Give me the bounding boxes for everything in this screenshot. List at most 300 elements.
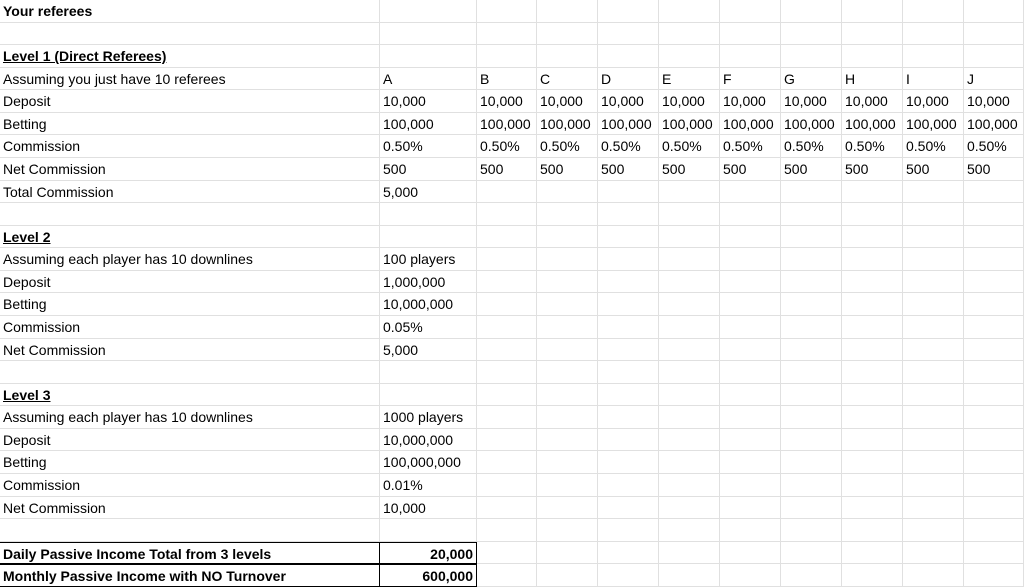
empty-cell[interactable] — [964, 564, 1024, 587]
empty-cell[interactable] — [964, 293, 1024, 316]
empty-cell[interactable] — [720, 181, 781, 204]
referee-column-header[interactable]: I — [903, 68, 964, 91]
level3-data-row — [0, 474, 1024, 497]
empty-cell[interactable] — [659, 181, 720, 204]
empty-cell[interactable] — [659, 384, 720, 407]
empty-cell[interactable] — [598, 406, 659, 429]
referee-column-header[interactable]: D — [598, 68, 659, 91]
level2-data-row — [0, 271, 1024, 294]
empty-cell[interactable] — [477, 406, 537, 429]
empty-cell[interactable] — [380, 384, 477, 407]
empty-cell[interactable] — [842, 23, 903, 46]
empty-cell[interactable] — [659, 361, 720, 384]
level1-value-cell[interactable]: 100,000 — [781, 113, 842, 136]
empty-cell[interactable] — [659, 0, 720, 23]
empty-cell[interactable] — [720, 564, 781, 587]
level3-row-label[interactable]: Net Commission — [0, 497, 380, 520]
level3-value-cell[interactable]: 10,000 — [380, 497, 477, 520]
empty-cell[interactable] — [537, 248, 598, 271]
empty-cell[interactable] — [659, 23, 720, 46]
empty-cell[interactable] — [781, 45, 842, 68]
empty-cell[interactable] — [477, 271, 537, 294]
level1-row-label[interactable]: Commission — [0, 135, 380, 158]
empty-cell[interactable] — [964, 181, 1024, 204]
level1-value-cell[interactable]: 100,000 — [720, 113, 781, 136]
empty-cell[interactable] — [720, 203, 781, 226]
empty-cell[interactable] — [903, 564, 964, 587]
empty-cell[interactable] — [781, 248, 842, 271]
empty-cell[interactable] — [537, 451, 598, 474]
empty-cell[interactable] — [903, 361, 964, 384]
empty-cell[interactable] — [781, 339, 842, 362]
empty-cell[interactable] — [842, 361, 903, 384]
empty-cell[interactable] — [537, 384, 598, 407]
empty-cell[interactable] — [598, 497, 659, 520]
empty-cell[interactable] — [598, 0, 659, 23]
empty-cell[interactable] — [477, 361, 537, 384]
empty-cell[interactable] — [477, 474, 537, 497]
empty-cell[interactable] — [477, 248, 537, 271]
empty-cell[interactable] — [720, 519, 781, 542]
level1-value-cell[interactable]: 10,000 — [537, 90, 598, 113]
level3-value-cell[interactable]: 100,000,000 — [380, 451, 477, 474]
empty-cell[interactable] — [842, 0, 903, 23]
level2-row-label[interactable]: Betting — [0, 293, 380, 316]
empty-cell[interactable] — [477, 293, 537, 316]
empty-cell[interactable] — [537, 564, 598, 587]
level1-value-cell[interactable]: 0.50% — [659, 135, 720, 158]
level2-heading[interactable]: Level 2 — [0, 226, 380, 249]
empty-cell[interactable] — [903, 339, 964, 362]
empty-cell[interactable] — [842, 271, 903, 294]
empty-cell[interactable] — [781, 316, 842, 339]
empty-cell[interactable] — [964, 316, 1024, 339]
empty-cell[interactable] — [598, 271, 659, 294]
level1-value-cell[interactable]: 0.50% — [537, 135, 598, 158]
level1-data-row — [0, 158, 1024, 181]
empty-cell[interactable] — [842, 181, 903, 204]
title-row — [0, 0, 1024, 23]
empty-cell[interactable] — [537, 497, 598, 520]
empty-cell[interactable] — [720, 316, 781, 339]
empty-cell[interactable] — [842, 429, 903, 452]
level1-value-cell[interactable]: 0.50% — [477, 135, 537, 158]
empty-cell[interactable] — [380, 0, 477, 23]
level3-heading[interactable]: Level 3 — [0, 384, 380, 407]
empty-cell[interactable] — [903, 451, 964, 474]
empty-cell[interactable] — [659, 497, 720, 520]
empty-cell[interactable] — [477, 226, 537, 249]
empty-cell[interactable] — [781, 181, 842, 204]
empty-cell[interactable] — [903, 203, 964, 226]
empty-cell[interactable] — [477, 316, 537, 339]
empty-cell[interactable] — [781, 384, 842, 407]
empty-cell[interactable] — [659, 271, 720, 294]
level2-row-label[interactable]: Assuming each player has 10 downlines — [0, 248, 380, 271]
empty-cell[interactable] — [720, 542, 781, 565]
empty-cell[interactable] — [537, 45, 598, 68]
empty-cell[interactable] — [0, 519, 380, 542]
empty-cell[interactable] — [964, 271, 1024, 294]
empty-cell[interactable] — [537, 542, 598, 565]
empty-cell[interactable] — [477, 23, 537, 46]
empty-cell[interactable] — [720, 293, 781, 316]
level2-row-label[interactable]: Deposit — [0, 271, 380, 294]
referee-column-header[interactable]: J — [964, 68, 1024, 91]
empty-cell[interactable] — [537, 429, 598, 452]
level2-row-label[interactable]: Net Commission — [0, 339, 380, 362]
empty-cell[interactable] — [537, 0, 598, 23]
level1-row-label[interactable]: Betting — [0, 113, 380, 136]
empty-cell[interactable] — [598, 542, 659, 565]
level1-value-cell[interactable]: 500 — [964, 158, 1024, 181]
empty-cell[interactable] — [964, 0, 1024, 23]
empty-cell[interactable] — [781, 542, 842, 565]
empty-cell[interactable] — [781, 271, 842, 294]
blank-row — [0, 23, 1024, 46]
empty-cell[interactable] — [380, 361, 477, 384]
level1-value-cell[interactable]: 500 — [781, 158, 842, 181]
empty-cell[interactable] — [720, 45, 781, 68]
empty-cell[interactable] — [598, 293, 659, 316]
empty-cell[interactable] — [964, 519, 1024, 542]
empty-cell[interactable] — [598, 384, 659, 407]
empty-cell[interactable] — [380, 203, 477, 226]
empty-cell[interactable] — [598, 339, 659, 362]
level1-value-cell[interactable]: 0.50% — [781, 135, 842, 158]
empty-cell[interactable] — [781, 0, 842, 23]
empty-cell[interactable] — [964, 203, 1024, 226]
level1-value-cell[interactable]: 0.50% — [964, 135, 1024, 158]
empty-cell[interactable] — [659, 248, 720, 271]
empty-cell[interactable] — [659, 293, 720, 316]
level3-row-label[interactable]: Assuming each player has 10 downlines — [0, 406, 380, 429]
level1-value-cell[interactable]: 500 — [380, 158, 477, 181]
empty-cell[interactable] — [903, 181, 964, 204]
level1-value-cell[interactable]: 500 — [903, 158, 964, 181]
level1-value-cell[interactable]: 0.50% — [380, 135, 477, 158]
empty-cell[interactable] — [720, 406, 781, 429]
level1-value-cell[interactable]: 10,000 — [598, 90, 659, 113]
empty-cell[interactable] — [598, 451, 659, 474]
level1-value-cell[interactable]: 10,000 — [380, 90, 477, 113]
empty-cell[interactable] — [537, 226, 598, 249]
empty-cell[interactable] — [842, 542, 903, 565]
empty-cell[interactable] — [781, 226, 842, 249]
referee-column-header[interactable]: G — [781, 68, 842, 91]
empty-cell[interactable] — [659, 226, 720, 249]
empty-cell[interactable] — [477, 451, 537, 474]
referee-column-header[interactable]: A — [380, 68, 477, 91]
empty-cell[interactable] — [903, 248, 964, 271]
empty-cell[interactable] — [903, 271, 964, 294]
empty-cell[interactable] — [477, 0, 537, 23]
empty-cell[interactable] — [903, 316, 964, 339]
level1-value-cell[interactable]: 0.50% — [903, 135, 964, 158]
empty-cell[interactable] — [781, 203, 842, 226]
level1-heading[interactable]: Level 1 (Direct Referees) — [0, 45, 380, 68]
level3-row-label[interactable]: Betting — [0, 451, 380, 474]
empty-cell[interactable] — [964, 429, 1024, 452]
empty-cell[interactable] — [781, 23, 842, 46]
empty-cell[interactable] — [903, 23, 964, 46]
empty-cell[interactable] — [903, 474, 964, 497]
empty-cell[interactable] — [720, 226, 781, 249]
empty-cell[interactable] — [659, 519, 720, 542]
level1-value-cell[interactable]: 0.50% — [842, 135, 903, 158]
level3-data-row — [0, 497, 1024, 520]
empty-cell[interactable] — [781, 497, 842, 520]
empty-cell[interactable] — [842, 384, 903, 407]
empty-cell[interactable] — [659, 316, 720, 339]
empty-cell[interactable] — [842, 519, 903, 542]
sheet-title[interactable]: Your referees — [0, 0, 380, 23]
empty-cell[interactable] — [964, 497, 1024, 520]
summary-value[interactable]: 20,000 — [380, 542, 477, 565]
level3-heading-row — [0, 384, 1024, 407]
empty-cell[interactable] — [903, 0, 964, 23]
empty-cell[interactable] — [537, 203, 598, 226]
empty-cell[interactable] — [903, 542, 964, 565]
level1-value-cell[interactable]: 100,000 — [477, 113, 537, 136]
empty-cell[interactable] — [781, 474, 842, 497]
empty-cell[interactable] — [477, 564, 537, 587]
empty-cell[interactable] — [781, 406, 842, 429]
level2-row-label[interactable]: Commission — [0, 316, 380, 339]
empty-cell[interactable] — [0, 203, 380, 226]
empty-cell[interactable] — [598, 181, 659, 204]
summary-label[interactable]: Daily Passive Income Total from 3 levels — [0, 542, 380, 565]
empty-cell[interactable] — [903, 293, 964, 316]
total-commission-value[interactable]: 5,000 — [380, 181, 477, 204]
empty-cell[interactable] — [477, 519, 537, 542]
empty-cell[interactable] — [964, 45, 1024, 68]
empty-cell[interactable] — [659, 564, 720, 587]
empty-cell[interactable] — [964, 384, 1024, 407]
empty-cell[interactable] — [537, 519, 598, 542]
empty-cell[interactable] — [598, 23, 659, 46]
empty-cell[interactable] — [842, 564, 903, 587]
level1-value-cell[interactable]: 500 — [537, 158, 598, 181]
level1-value-cell[interactable]: 0.50% — [720, 135, 781, 158]
empty-cell[interactable] — [720, 339, 781, 362]
level1-value-cell[interactable]: 500 — [842, 158, 903, 181]
level1-value-cell[interactable]: 10,000 — [903, 90, 964, 113]
level2-value-cell[interactable]: 10,000,000 — [380, 293, 477, 316]
empty-cell[interactable] — [720, 497, 781, 520]
empty-cell[interactable] — [598, 226, 659, 249]
referee-column-header[interactable]: C — [537, 68, 598, 91]
level1-value-cell[interactable]: 100,000 — [903, 113, 964, 136]
level1-value-cell[interactable]: 500 — [659, 158, 720, 181]
level1-row-label[interactable]: Net Commission — [0, 158, 380, 181]
empty-cell[interactable] — [537, 271, 598, 294]
empty-cell[interactable] — [842, 203, 903, 226]
empty-cell[interactable] — [720, 384, 781, 407]
blank-row — [0, 361, 1024, 384]
empty-cell[interactable] — [659, 406, 720, 429]
empty-cell[interactable] — [477, 497, 537, 520]
level1-value-cell[interactable]: 100,000 — [964, 113, 1024, 136]
empty-cell[interactable] — [598, 429, 659, 452]
empty-cell[interactable] — [964, 451, 1024, 474]
empty-cell[interactable] — [842, 451, 903, 474]
empty-cell[interactable] — [842, 45, 903, 68]
empty-cell[interactable] — [720, 361, 781, 384]
empty-cell[interactable] — [903, 45, 964, 68]
summary-row — [0, 564, 1024, 587]
empty-cell[interactable] — [477, 45, 537, 68]
empty-cell[interactable] — [842, 339, 903, 362]
empty-cell[interactable] — [964, 248, 1024, 271]
level2-value-cell[interactable]: 0.05% — [380, 316, 477, 339]
referee-column-header[interactable]: H — [842, 68, 903, 91]
level1-value-cell[interactable]: 500 — [598, 158, 659, 181]
empty-cell[interactable] — [903, 519, 964, 542]
empty-cell[interactable] — [903, 429, 964, 452]
empty-cell[interactable] — [903, 384, 964, 407]
empty-cell[interactable] — [842, 226, 903, 249]
empty-cell[interactable] — [720, 451, 781, 474]
empty-cell[interactable] — [537, 316, 598, 339]
level2-heading-row — [0, 226, 1024, 249]
empty-cell[interactable] — [964, 474, 1024, 497]
empty-cell[interactable] — [537, 361, 598, 384]
empty-cell[interactable] — [537, 406, 598, 429]
empty-cell[interactable] — [380, 226, 477, 249]
empty-cell[interactable] — [903, 497, 964, 520]
level1-value-cell[interactable]: 100,000 — [842, 113, 903, 136]
empty-cell[interactable] — [477, 339, 537, 362]
empty-cell[interactable] — [598, 45, 659, 68]
level1-row-label[interactable]: Deposit — [0, 90, 380, 113]
level1-value-cell[interactable]: 10,000 — [781, 90, 842, 113]
empty-cell[interactable] — [659, 339, 720, 362]
level1-value-cell[interactable]: 10,000 — [720, 90, 781, 113]
empty-cell[interactable] — [781, 564, 842, 587]
empty-cell[interactable] — [477, 542, 537, 565]
empty-cell[interactable] — [380, 519, 477, 542]
level1-value-cell[interactable]: 100,000 — [537, 113, 598, 136]
summary-value[interactable]: 600,000 — [380, 564, 477, 587]
empty-cell[interactable] — [720, 271, 781, 294]
empty-cell[interactable] — [537, 23, 598, 46]
level1-value-cell[interactable]: 500 — [720, 158, 781, 181]
empty-cell[interactable] — [477, 181, 537, 204]
empty-cell[interactable] — [964, 542, 1024, 565]
level1-value-cell[interactable]: 100,000 — [598, 113, 659, 136]
empty-cell[interactable] — [659, 45, 720, 68]
empty-cell[interactable] — [659, 429, 720, 452]
empty-cell[interactable] — [964, 406, 1024, 429]
empty-cell[interactable] — [842, 293, 903, 316]
level3-value-cell[interactable]: 10,000,000 — [380, 429, 477, 452]
empty-cell[interactable] — [842, 474, 903, 497]
empty-cell[interactable] — [659, 474, 720, 497]
level3-row-label[interactable]: Deposit — [0, 429, 380, 452]
level1-value-cell[interactable]: 10,000 — [477, 90, 537, 113]
summary-label[interactable]: Monthly Passive Income with NO Turnover — [0, 564, 380, 587]
empty-cell[interactable] — [537, 339, 598, 362]
empty-cell[interactable] — [659, 451, 720, 474]
level1-value-cell[interactable]: 500 — [477, 158, 537, 181]
empty-cell[interactable] — [781, 429, 842, 452]
empty-cell[interactable] — [598, 474, 659, 497]
empty-cell[interactable] — [781, 361, 842, 384]
level3-data-row — [0, 429, 1024, 452]
empty-cell[interactable] — [0, 361, 380, 384]
level2-value-cell[interactable]: 1,000,000 — [380, 271, 477, 294]
empty-cell[interactable] — [537, 474, 598, 497]
level1-value-cell[interactable]: 10,000 — [659, 90, 720, 113]
empty-cell[interactable] — [720, 0, 781, 23]
empty-cell[interactable] — [659, 542, 720, 565]
empty-cell[interactable] — [598, 361, 659, 384]
empty-cell[interactable] — [720, 474, 781, 497]
empty-cell[interactable] — [598, 564, 659, 587]
empty-cell[interactable] — [781, 451, 842, 474]
empty-cell[interactable] — [598, 519, 659, 542]
empty-cell[interactable] — [964, 226, 1024, 249]
empty-cell[interactable] — [477, 384, 537, 407]
level3-data-row — [0, 406, 1024, 429]
referee-column-header[interactable]: F — [720, 68, 781, 91]
level1-value-cell[interactable]: 10,000 — [964, 90, 1024, 113]
empty-cell[interactable] — [720, 23, 781, 46]
empty-cell[interactable] — [964, 361, 1024, 384]
level3-value-cell[interactable]: 0.01% — [380, 474, 477, 497]
blank-row — [0, 203, 1024, 226]
empty-cell[interactable] — [380, 23, 477, 46]
empty-cell[interactable] — [598, 248, 659, 271]
empty-cell[interactable] — [842, 248, 903, 271]
empty-cell[interactable] — [720, 429, 781, 452]
empty-cell[interactable] — [380, 45, 477, 68]
empty-cell[interactable] — [964, 23, 1024, 46]
empty-cell[interactable] — [477, 429, 537, 452]
level2-value-cell[interactable]: 100 players — [380, 248, 477, 271]
level1-assumption-label[interactable]: Assuming you just have 10 referees — [0, 68, 380, 91]
empty-cell[interactable] — [537, 181, 598, 204]
empty-cell[interactable] — [0, 23, 380, 46]
empty-cell[interactable] — [903, 406, 964, 429]
empty-cell[interactable] — [537, 293, 598, 316]
empty-cell[interactable] — [781, 519, 842, 542]
total-commission-label[interactable]: Total Commission — [0, 181, 380, 204]
empty-cell[interactable] — [659, 203, 720, 226]
level2-data-row — [0, 339, 1024, 362]
empty-cell[interactable] — [842, 497, 903, 520]
level3-row-label[interactable]: Commission — [0, 474, 380, 497]
level1-value-cell[interactable]: 100,000 — [659, 113, 720, 136]
empty-cell[interactable] — [720, 248, 781, 271]
referee-column-header[interactable]: B — [477, 68, 537, 91]
referee-column-header[interactable]: E — [659, 68, 720, 91]
empty-cell[interactable] — [477, 203, 537, 226]
level2-value-cell[interactable]: 5,000 — [380, 339, 477, 362]
level1-value-cell[interactable]: 10,000 — [842, 90, 903, 113]
empty-cell[interactable] — [598, 316, 659, 339]
level1-value-cell[interactable]: 100,000 — [380, 113, 477, 136]
empty-cell[interactable] — [598, 203, 659, 226]
empty-cell[interactable] — [781, 293, 842, 316]
level3-value-cell[interactable]: 1000 players — [380, 406, 477, 429]
level1-value-cell[interactable]: 0.50% — [598, 135, 659, 158]
empty-cell[interactable] — [903, 226, 964, 249]
empty-cell[interactable] — [842, 316, 903, 339]
empty-cell[interactable] — [964, 339, 1024, 362]
empty-cell[interactable] — [842, 406, 903, 429]
